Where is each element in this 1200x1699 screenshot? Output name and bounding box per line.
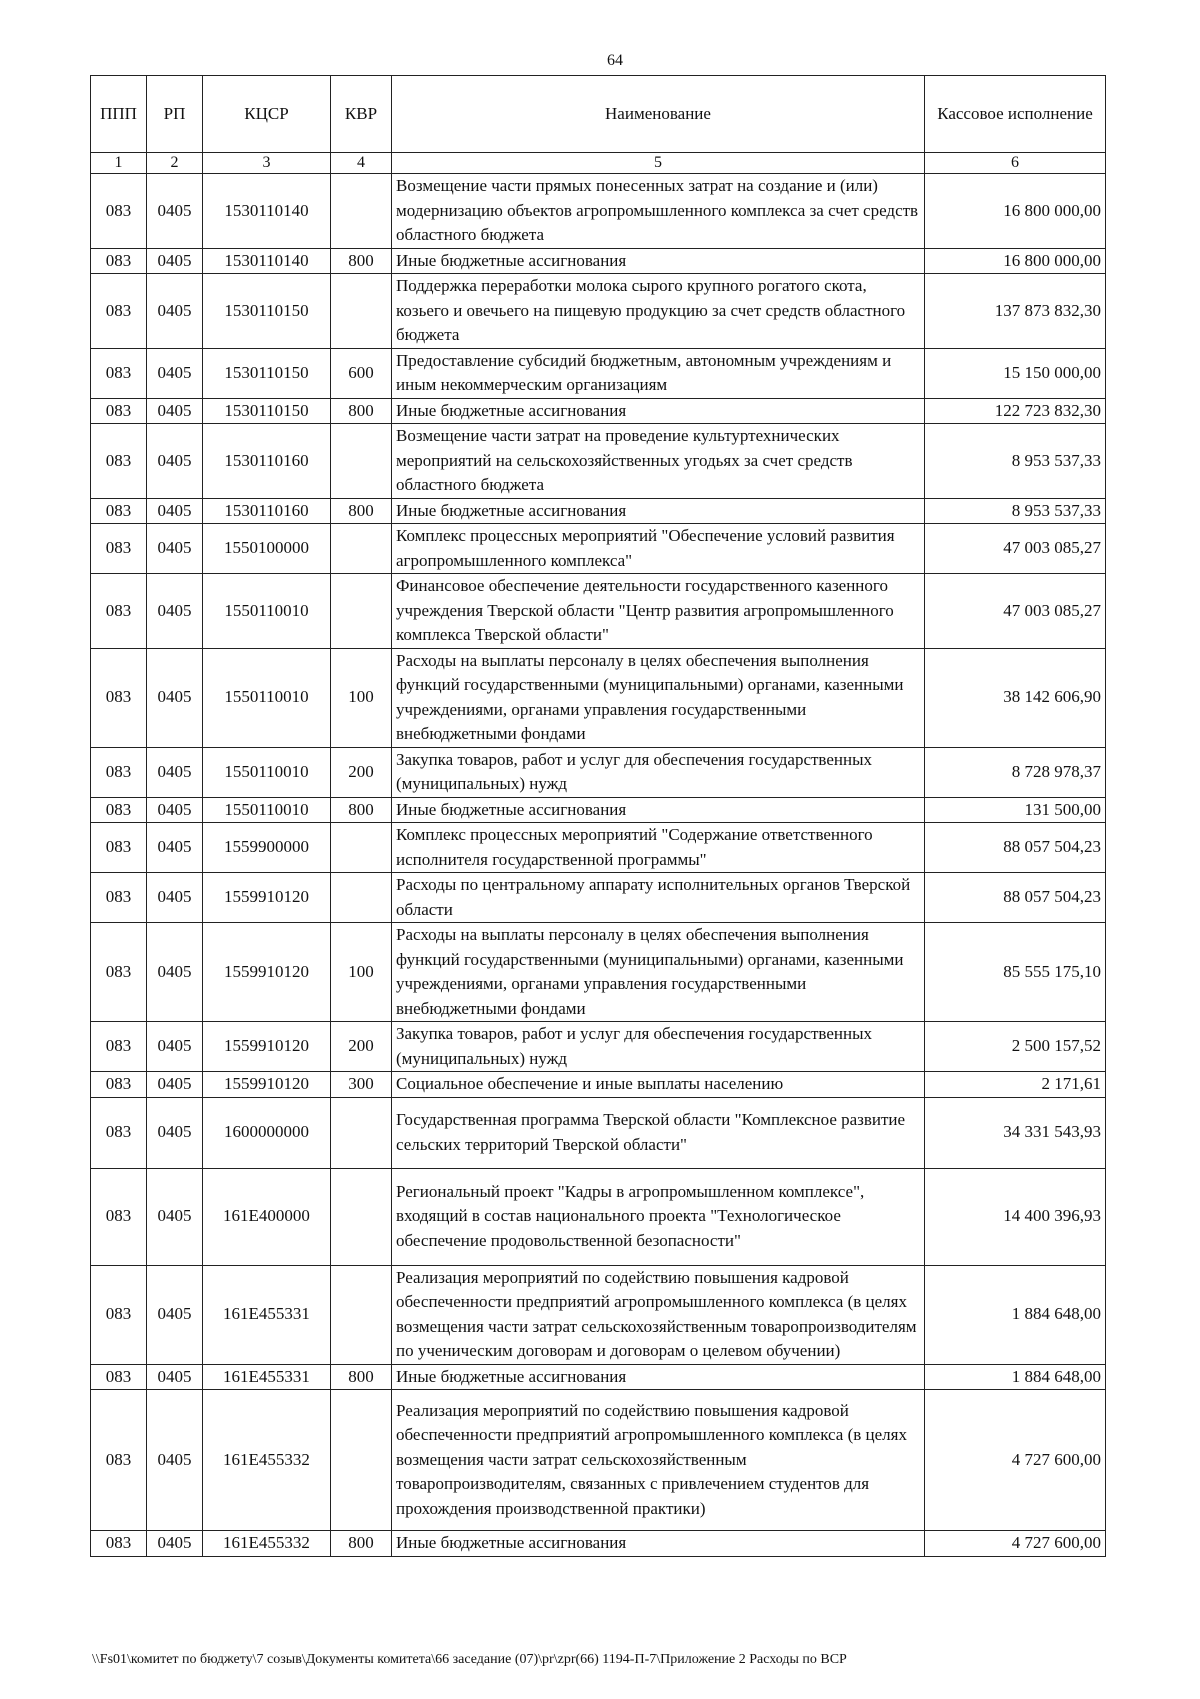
cell-name: Комплекс процессных мероприятий "Содержание ответственного исполнителя государственной программы" xyxy=(392,823,925,873)
table-row xyxy=(91,823,1106,873)
cell-kcsr: 1559910120 xyxy=(203,873,331,923)
cell-kcsr: 1530110150 xyxy=(203,398,331,424)
cell-kcsr: 1530110150 xyxy=(203,348,331,398)
cell-amount: 1 884 648,00 xyxy=(925,1364,1106,1390)
cell-amount: 122 723 832,30 xyxy=(925,398,1106,424)
cell-rp: 0405 xyxy=(147,923,203,1022)
cell-ppp: 083 xyxy=(91,174,147,249)
cell-kvr xyxy=(331,1168,392,1265)
cell-kvr xyxy=(331,873,392,923)
cell-ppp: 083 xyxy=(91,1097,147,1168)
table-row xyxy=(91,873,1106,923)
cell-kvr: 800 xyxy=(331,797,392,823)
cell-kcsr: 1550110010 xyxy=(203,574,331,649)
cell-name: Реализация мероприятий по содействию повышения кадровой обеспеченности предприятий агропромышленного комплекса (в целях возмещения части затрат сельскохозяйственным товаропроизводителям по ученическим договорам и договорам о целевом обучении) xyxy=(392,1265,925,1364)
cell-kvr xyxy=(331,524,392,574)
cell-amount: 38 142 606,90 xyxy=(925,648,1106,747)
cell-amount: 2 500 157,52 xyxy=(925,1022,1106,1072)
cell-ppp: 083 xyxy=(91,1168,147,1265)
header-kvr: КВР xyxy=(331,76,392,153)
cell-amount: 16 800 000,00 xyxy=(925,174,1106,249)
cell-kcsr: 161E455331 xyxy=(203,1364,331,1390)
cell-kcsr: 1530110160 xyxy=(203,498,331,524)
table-row xyxy=(91,1364,1106,1390)
cell-name: Иные бюджетные ассигнования xyxy=(392,498,925,524)
cell-kvr xyxy=(331,174,392,249)
cell-kvr xyxy=(331,1390,392,1531)
cell-amount: 1 884 648,00 xyxy=(925,1265,1106,1364)
cell-kcsr: 161E400000 xyxy=(203,1168,331,1265)
cell-rp: 0405 xyxy=(147,1072,203,1098)
table-row xyxy=(91,1265,1106,1364)
cell-kcsr: 1559910120 xyxy=(203,1022,331,1072)
cell-kvr: 600 xyxy=(331,348,392,398)
table-row xyxy=(91,524,1106,574)
cell-kvr xyxy=(331,274,392,349)
cell-amount: 88 057 504,23 xyxy=(925,873,1106,923)
cell-kcsr: 1550100000 xyxy=(203,524,331,574)
table-row xyxy=(91,797,1106,823)
table-row xyxy=(91,498,1106,524)
cell-kvr: 100 xyxy=(331,923,392,1022)
column-number: 4 xyxy=(331,153,392,174)
cell-name: Возмещение части затрат на проведение культуртехнических мероприятий на сельскохозяйственных угодьях за счет средств областного бюджета xyxy=(392,424,925,499)
cell-name: Иные бюджетные ассигнования xyxy=(392,248,925,274)
table-row xyxy=(91,398,1106,424)
cell-name: Финансовое обеспечение деятельности государственного казенного учреждения Тверской области "Центр развития агропромышленного комплекса Тверской области" xyxy=(392,574,925,649)
cell-kvr xyxy=(331,1265,392,1364)
cell-name: Возмещение части прямых понесенных затрат на создание и (или) модернизацию объектов агропромышленного комплекса за счет средств областного бюджета xyxy=(392,174,925,249)
cell-ppp: 083 xyxy=(91,498,147,524)
footer-file-path: \\Fs01\комитет по бюджету\7 созыв\Документы комитета\66 заседание (07)\pr\zpr(66) 1194-П-7\Приложение 2 Расходы по ВСР xyxy=(92,1652,847,1667)
cell-amount: 8 953 537,33 xyxy=(925,498,1106,524)
table-row xyxy=(91,1097,1106,1168)
cell-name: Расходы по центральному аппарату исполнительных органов Тверской области xyxy=(392,873,925,923)
cell-rp: 0405 xyxy=(147,348,203,398)
table-row xyxy=(91,1072,1106,1098)
table-row xyxy=(91,747,1106,797)
cell-rp: 0405 xyxy=(147,174,203,249)
cell-amount: 14 400 396,93 xyxy=(925,1168,1106,1265)
table-row xyxy=(91,274,1106,349)
cell-name: Иные бюджетные ассигнования xyxy=(392,1531,925,1557)
cell-rp: 0405 xyxy=(147,747,203,797)
cell-rp: 0405 xyxy=(147,873,203,923)
cell-ppp: 083 xyxy=(91,747,147,797)
cell-kcsr: 1530110150 xyxy=(203,274,331,349)
page-number: 64 xyxy=(607,52,623,69)
cell-rp: 0405 xyxy=(147,1022,203,1072)
cell-rp: 0405 xyxy=(147,398,203,424)
cell-ppp: 083 xyxy=(91,274,147,349)
cell-ppp: 083 xyxy=(91,1072,147,1098)
cell-amount: 16 800 000,00 xyxy=(925,248,1106,274)
table-row xyxy=(91,348,1106,398)
cell-name: Поддержка переработки молока сырого крупного рогатого скота, козьего и овечьего на пищевую продукцию за счет средств областного бюджета xyxy=(392,274,925,349)
cell-ppp: 083 xyxy=(91,873,147,923)
header-rp: РП xyxy=(147,76,203,153)
cell-ppp: 083 xyxy=(91,424,147,499)
cell-kcsr: 161E455332 xyxy=(203,1531,331,1557)
cell-name: Иные бюджетные ассигнования xyxy=(392,398,925,424)
cell-amount: 8 728 978,37 xyxy=(925,747,1106,797)
cell-kvr: 200 xyxy=(331,1022,392,1072)
column-number: 1 xyxy=(91,153,147,174)
cell-kvr xyxy=(331,424,392,499)
cell-rp: 0405 xyxy=(147,274,203,349)
header-name: Наименование xyxy=(392,76,925,153)
cell-kcsr: 161E455332 xyxy=(203,1390,331,1531)
cell-name: Комплекс процессных мероприятий "Обеспечение условий развития агропромышленного комплекса" xyxy=(392,524,925,574)
cell-rp: 0405 xyxy=(147,524,203,574)
cell-rp: 0405 xyxy=(147,424,203,499)
budget-table xyxy=(90,75,1106,1557)
table-row xyxy=(91,424,1106,499)
cell-name: Региональный проект "Кадры в агропромышленном комплексе", входящий в состав национального проекта "Технологическое обеспечение продовольственной безопасности" xyxy=(392,1168,925,1265)
header-row xyxy=(91,76,1106,153)
cell-kcsr: 161E455331 xyxy=(203,1265,331,1364)
cell-rp: 0405 xyxy=(147,248,203,274)
table-row xyxy=(91,1531,1106,1557)
cell-name: Иные бюджетные ассигнования xyxy=(392,797,925,823)
cell-amount: 8 953 537,33 xyxy=(925,424,1106,499)
cell-ppp: 083 xyxy=(91,797,147,823)
cell-kvr: 300 xyxy=(331,1072,392,1098)
column-number: 2 xyxy=(147,153,203,174)
cell-rp: 0405 xyxy=(147,1265,203,1364)
cell-rp: 0405 xyxy=(147,797,203,823)
cell-amount: 47 003 085,27 xyxy=(925,524,1106,574)
cell-ppp: 083 xyxy=(91,648,147,747)
cell-kcsr: 1559910120 xyxy=(203,923,331,1022)
cell-ppp: 083 xyxy=(91,524,147,574)
cell-rp: 0405 xyxy=(147,1390,203,1531)
cell-amount: 88 057 504,23 xyxy=(925,823,1106,873)
header-kcsr: КЦСР xyxy=(203,76,331,153)
cell-kvr: 100 xyxy=(331,648,392,747)
cell-amount: 47 003 085,27 xyxy=(925,574,1106,649)
cell-name: Расходы на выплаты персоналу в целях обеспечения выполнения функций государственными (муниципальными) органами, казенными учреждениями, органами управления государственными внебюджетными фондами xyxy=(392,648,925,747)
table-row xyxy=(91,174,1106,249)
cell-ppp: 083 xyxy=(91,1265,147,1364)
cell-kcsr: 1530110140 xyxy=(203,248,331,274)
cell-amount: 4 727 600,00 xyxy=(925,1390,1106,1531)
cell-amount: 34 331 543,93 xyxy=(925,1097,1106,1168)
column-number: 5 xyxy=(392,153,925,174)
cell-name: Расходы на выплаты персоналу в целях обеспечения выполнения функций государственными (муниципальными) органами, казенными учреждениями, органами управления государственными внебюджетными фондами xyxy=(392,923,925,1022)
cell-ppp: 083 xyxy=(91,574,147,649)
table-row xyxy=(91,1022,1106,1072)
cell-kvr: 200 xyxy=(331,747,392,797)
cell-kcsr: 1559910120 xyxy=(203,1072,331,1098)
cell-kcsr: 1600000000 xyxy=(203,1097,331,1168)
cell-kcsr: 1550110010 xyxy=(203,797,331,823)
cell-ppp: 083 xyxy=(91,823,147,873)
cell-ppp: 083 xyxy=(91,1022,147,1072)
cell-name: Предоставление субсидий бюджетным, автономным учреждениям и иным некоммерческим организациям xyxy=(392,348,925,398)
header-amount: Кассовое исполнение xyxy=(925,76,1106,153)
cell-ppp: 083 xyxy=(91,248,147,274)
cell-amount: 4 727 600,00 xyxy=(925,1531,1106,1557)
header-ppp: ППП xyxy=(91,76,147,153)
cell-amount: 137 873 832,30 xyxy=(925,274,1106,349)
cell-amount: 131 500,00 xyxy=(925,797,1106,823)
cell-ppp: 083 xyxy=(91,398,147,424)
cell-rp: 0405 xyxy=(147,498,203,524)
cell-rp: 0405 xyxy=(147,823,203,873)
cell-amount: 15 150 000,00 xyxy=(925,348,1106,398)
cell-kvr: 800 xyxy=(331,498,392,524)
cell-rp: 0405 xyxy=(147,1097,203,1168)
cell-rp: 0405 xyxy=(147,1531,203,1557)
cell-name: Закупка товаров, работ и услуг для обеспечения государственных (муниципальных) нужд xyxy=(392,747,925,797)
cell-rp: 0405 xyxy=(147,1168,203,1265)
table-row xyxy=(91,648,1106,747)
cell-name: Социальное обеспечение и иные выплаты населению xyxy=(392,1072,925,1098)
cell-ppp: 083 xyxy=(91,1390,147,1531)
cell-kcsr: 1530110160 xyxy=(203,424,331,499)
table-row xyxy=(91,1168,1106,1265)
table-row xyxy=(91,923,1106,1022)
cell-kvr: 800 xyxy=(331,1364,392,1390)
cell-kvr xyxy=(331,574,392,649)
table-row xyxy=(91,248,1106,274)
cell-kcsr: 1550110010 xyxy=(203,747,331,797)
cell-kvr: 800 xyxy=(331,1531,392,1557)
cell-amount: 2 171,61 xyxy=(925,1072,1106,1098)
cell-kvr: 800 xyxy=(331,248,392,274)
column-number-row xyxy=(91,153,1106,174)
column-number: 6 xyxy=(925,153,1106,174)
cell-ppp: 083 xyxy=(91,1531,147,1557)
cell-rp: 0405 xyxy=(147,574,203,649)
cell-kvr xyxy=(331,1097,392,1168)
cell-rp: 0405 xyxy=(147,1364,203,1390)
cell-kvr: 800 xyxy=(331,398,392,424)
cell-name: Иные бюджетные ассигнования xyxy=(392,1364,925,1390)
cell-kcsr: 1530110140 xyxy=(203,174,331,249)
table-row xyxy=(91,1390,1106,1531)
cell-kvr xyxy=(331,823,392,873)
cell-name: Закупка товаров, работ и услуг для обеспечения государственных (муниципальных) нужд xyxy=(392,1022,925,1072)
cell-kcsr: 1550110010 xyxy=(203,648,331,747)
cell-ppp: 083 xyxy=(91,923,147,1022)
cell-ppp: 083 xyxy=(91,348,147,398)
cell-kcsr: 1559900000 xyxy=(203,823,331,873)
cell-amount: 85 555 175,10 xyxy=(925,923,1106,1022)
cell-name: Реализация мероприятий по содействию повышения кадровой обеспеченности предприятий агропромышленного комплекса (в целях возмещения части затрат сельскохозяйственным товаропроизводителям, связанных с привлечением студентов для прохождения производственной практики) xyxy=(392,1390,925,1531)
table-row xyxy=(91,574,1106,649)
column-number: 3 xyxy=(203,153,331,174)
cell-name: Государственная программа Тверской области "Комплексное развитие сельских территорий Тверской области" xyxy=(392,1097,925,1168)
cell-rp: 0405 xyxy=(147,648,203,747)
cell-ppp: 083 xyxy=(91,1364,147,1390)
